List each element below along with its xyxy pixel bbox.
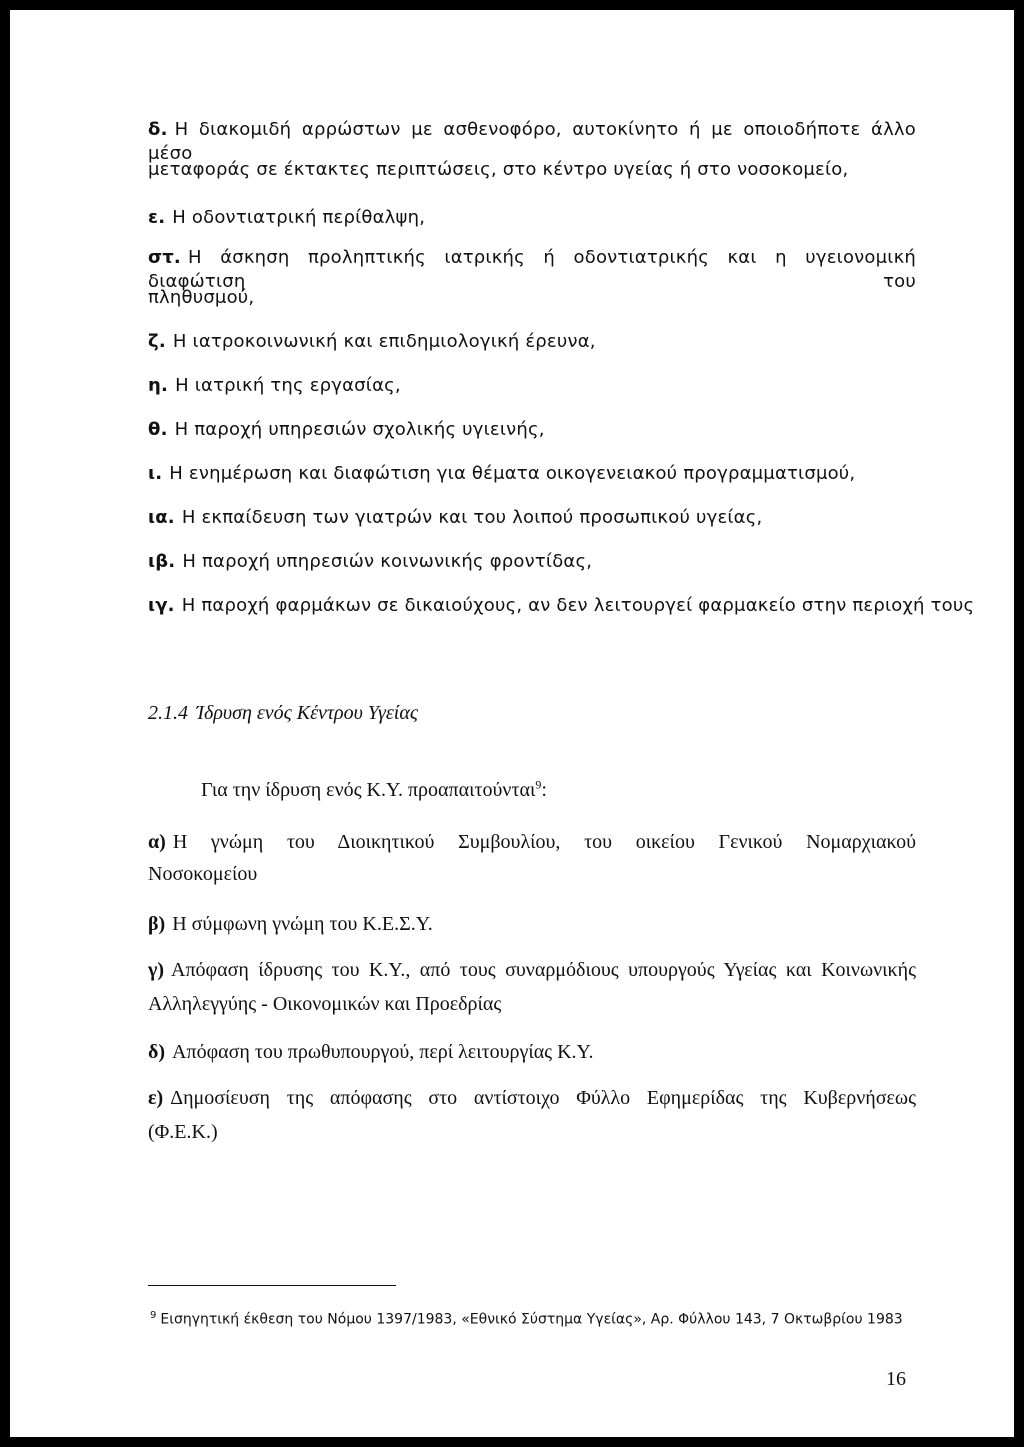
requirements-intro-text: Για την ίδρυση ενός Κ.Υ. προαπαιτούνται (201, 779, 536, 801)
requirement-b (148, 912, 433, 936)
list-item-text: Η ιατροκοινωνική και επιδημιολογική έρευνα, (172, 331, 596, 352)
list-marker: η. (148, 375, 169, 396)
requirement-d (148, 1040, 594, 1064)
list-item-ig (148, 594, 974, 618)
list-item-st-line2: πληθυσμού, (148, 287, 255, 308)
list-item-text: Η άσκηση προληπτικής ιατρικής ή οδοντιατρικής και η υγειονομική διαφώτιση του (148, 247, 916, 292)
list-item-text: Η ιατρική της εργασίας, (175, 375, 401, 396)
requirement-e-line1 (148, 1086, 916, 1110)
list-item-text: Η οδοντιατρική περίθαλψη, (172, 207, 426, 228)
footnote-text: Εισηγητική έκθεση του Νόμου 1397/1983, «Εθνικό Σύστημα Υγείας», Αρ. Φύλλου 143, 7 Οκτωβρίου 1983 (160, 1311, 903, 1328)
list-item-text: Η παροχή φαρμάκων σε δικαιούχους, αν δεν λειτουργεί φαρμακείο στην περιοχή τους (181, 595, 975, 616)
list-item-z (148, 330, 596, 354)
list-marker: ια. (148, 507, 175, 528)
list-marker: ζ. (148, 331, 166, 352)
list-item-io (148, 462, 855, 486)
requirement-a-line2: Νοσοκομείου (148, 863, 258, 885)
list-item-text: Η διακομιδή αρρώστων με ασθενοφόρο, αυτοκίνητο ή με οποιοδήποτε άλλο μέσο (148, 119, 916, 164)
list-item-text: Η εκπαίδευση των γιατρών και του λοιπού προσωπικού υγείας, (181, 507, 763, 528)
section-number: 2.1.4 (148, 702, 188, 724)
list-item-i (148, 374, 401, 398)
footnote-number: 9 (150, 1310, 157, 1321)
list-item-ia (148, 506, 762, 530)
list-marker: στ. (148, 247, 181, 268)
requirement-text: Απόφαση του πρωθυπουργού, περί λειτουργίας Κ.Υ. (172, 1041, 594, 1063)
requirement-c-line1 (148, 958, 916, 982)
footnote-ref: 9 (535, 777, 542, 792)
list-marker: ιβ. (148, 551, 176, 572)
requirement-text: Η σύμφωνη γνώμη του Κ.Ε.Σ.Υ. (172, 913, 433, 935)
requirement-marker: α) (148, 831, 166, 853)
footnote-separator (148, 1285, 396, 1286)
list-item-e (148, 206, 425, 230)
list-marker: ι. (148, 463, 163, 484)
list-marker: ιγ. (148, 595, 175, 616)
requirement-a-line1 (148, 830, 916, 854)
requirement-c-line2: Αλληλεγγύης - Οικονομικών και Προεδρίας (148, 993, 502, 1015)
list-item-d-line2: μεταφοράς σε έκτακτες περιπτώσεις, στο κέντρο υγείας ή στο νοσοκομείο, (148, 159, 849, 180)
list-item-text: Η ενημέρωση και διαφώτιση για θέματα οικογενειακού προγραμματισμού, (169, 463, 856, 484)
footnote (150, 1310, 903, 1328)
list-item-th (148, 418, 545, 442)
section-title: Ίδρυση ενός Κέντρου Υγείας (196, 702, 418, 724)
list-marker: θ. (148, 419, 168, 440)
list-item-st-line1 (148, 246, 916, 294)
requirements-intro (201, 778, 547, 802)
list-item-text: Η παροχή υπηρεσιών σχολικής υγιεινής, (174, 419, 545, 440)
requirement-marker: γ) (148, 959, 165, 981)
list-item-text: Η παροχή υπηρεσιών κοινωνικής φροντίδας, (182, 551, 593, 572)
section-heading (148, 702, 418, 725)
requirement-marker: δ) (148, 1041, 166, 1063)
requirement-text: Δημοσίευση της απόφασης στο αντίστοιχο Φύλλο Εφημερίδας της Κυβερνήσεως (170, 1087, 916, 1109)
page-number: 16 (886, 1368, 906, 1390)
list-marker: ε. (148, 207, 166, 228)
document-page (10, 10, 1014, 1437)
list-item-ib (148, 550, 592, 574)
requirement-text: Απόφαση ίδρυσης του Κ.Υ., από τους συναρμόδιους υπουργούς Υγείας και Κοινωνικής (171, 959, 916, 981)
requirement-marker: β) (148, 913, 166, 935)
requirement-e-line2: (Φ.Ε.Κ.) (148, 1121, 218, 1143)
list-marker: δ. (148, 119, 168, 140)
requirement-marker: ε) (148, 1087, 164, 1109)
requirements-intro-colon: : (541, 779, 547, 801)
requirement-text: Η γνώμη του Διοικητικού Συμβουλίου, του οικείου Γενικού Νομαρχιακού (172, 831, 916, 853)
